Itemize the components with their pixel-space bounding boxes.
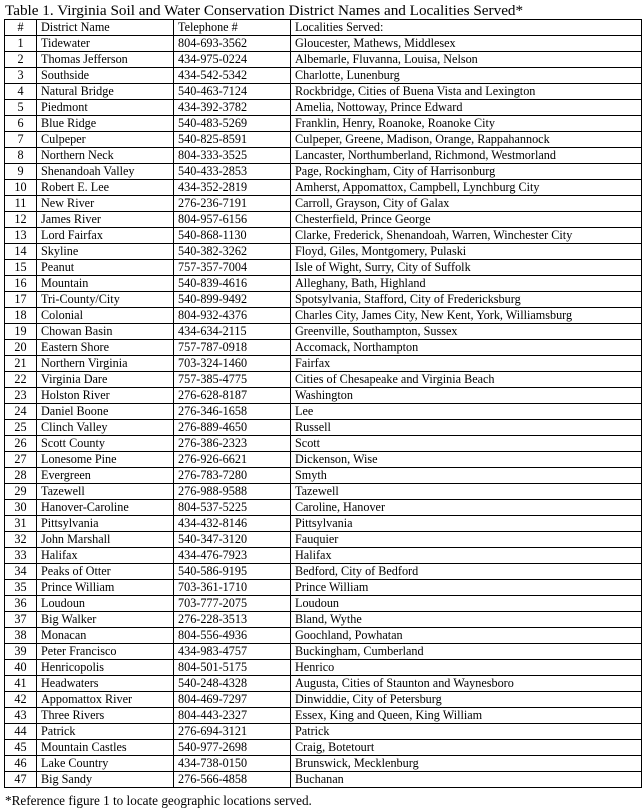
cell-telephone: 804-556-4936: [174, 628, 291, 644]
cell-number: 28: [5, 468, 37, 484]
cell-localities: Prince William: [291, 580, 642, 596]
cell-number: 43: [5, 708, 37, 724]
cell-number: 34: [5, 564, 37, 580]
cell-number: 29: [5, 484, 37, 500]
table-row: [5, 324, 642, 340]
cell-district-name: Shenandoah Valley: [37, 164, 174, 180]
cell-number: 20: [5, 340, 37, 356]
cell-district-name: James River: [37, 212, 174, 228]
table-row: [5, 532, 642, 548]
table-row: [5, 660, 642, 676]
cell-district-name: Blue Ridge: [37, 116, 174, 132]
cell-number: 36: [5, 596, 37, 612]
table-row: [5, 612, 642, 628]
table-row: [5, 356, 642, 372]
cell-localities: Scott: [291, 436, 642, 452]
table-row: [5, 68, 642, 84]
table-row: [5, 100, 642, 116]
cell-telephone: 757-357-7004: [174, 260, 291, 276]
cell-district-name: Hanover-Caroline: [37, 500, 174, 516]
cell-district-name: Patrick: [37, 724, 174, 740]
cell-number: 19: [5, 324, 37, 340]
cell-district-name: Scott County: [37, 436, 174, 452]
cell-localities: Gloucester, Mathews, Middlesex: [291, 36, 642, 52]
cell-district-name: Peaks of Otter: [37, 564, 174, 580]
cell-telephone: 540-433-2853: [174, 164, 291, 180]
cell-localities: Lancaster, Northumberland, Richmond, Westmorland: [291, 148, 642, 164]
table-row: [5, 180, 642, 196]
cell-number: 32: [5, 532, 37, 548]
table-row: [5, 708, 642, 724]
cell-number: 47: [5, 772, 37, 788]
table-row: [5, 372, 642, 388]
cell-district-name: Clinch Valley: [37, 420, 174, 436]
cell-telephone: 540-839-4616: [174, 276, 291, 292]
cell-district-name: Skyline: [37, 244, 174, 260]
cell-district-name: Loudoun: [37, 596, 174, 612]
cell-telephone: 276-926-6621: [174, 452, 291, 468]
table-row: [5, 756, 642, 772]
cell-district-name: Virginia Dare: [37, 372, 174, 388]
table-row: [5, 196, 642, 212]
cell-telephone: 804-693-3562: [174, 36, 291, 52]
column-header-district-name: District Name: [37, 20, 174, 36]
cell-district-name: Culpeper: [37, 132, 174, 148]
table-body: [5, 36, 642, 788]
cell-number: 4: [5, 84, 37, 100]
cell-district-name: Chowan Basin: [37, 324, 174, 340]
column-header-localities: Localities Served:: [291, 20, 642, 36]
table-row: [5, 132, 642, 148]
cell-localities: Carroll, Grayson, City of Galax: [291, 196, 642, 212]
table-row: [5, 404, 642, 420]
table-row: [5, 724, 642, 740]
cell-localities: Amelia, Nottoway, Prince Edward: [291, 100, 642, 116]
cell-district-name: Tazewell: [37, 484, 174, 500]
cell-telephone: 276-386-2323: [174, 436, 291, 452]
cell-telephone: 540-382-3262: [174, 244, 291, 260]
table-row: [5, 388, 642, 404]
cell-number: 5: [5, 100, 37, 116]
cell-localities: Albemarle, Fluvanna, Louisa, Nelson: [291, 52, 642, 68]
cell-telephone: 276-346-1658: [174, 404, 291, 420]
table-row: [5, 772, 642, 788]
cell-localities: Clarke, Frederick, Shenandoah, Warren, Winchester City: [291, 228, 642, 244]
cell-localities: Tazewell: [291, 484, 642, 500]
cell-telephone: 276-236-7191: [174, 196, 291, 212]
cell-district-name: Tidewater: [37, 36, 174, 52]
table-row: [5, 452, 642, 468]
cell-localities: Essex, King and Queen, King William: [291, 708, 642, 724]
cell-localities: Caroline, Hanover: [291, 500, 642, 516]
cell-telephone: 804-957-6156: [174, 212, 291, 228]
cell-telephone: 804-469-7297: [174, 692, 291, 708]
cell-number: 38: [5, 628, 37, 644]
cell-number: 37: [5, 612, 37, 628]
cell-localities: Charles City, James City, New Kent, York, Williamsburg: [291, 308, 642, 324]
cell-telephone: 540-347-3120: [174, 532, 291, 548]
cell-number: 46: [5, 756, 37, 772]
cell-telephone: 703-361-1710: [174, 580, 291, 596]
cell-number: 11: [5, 196, 37, 212]
cell-number: 16: [5, 276, 37, 292]
cell-district-name: Monacan: [37, 628, 174, 644]
cell-district-name: Colonial: [37, 308, 174, 324]
table-row: [5, 484, 642, 500]
cell-localities: Greenville, Southampton, Sussex: [291, 324, 642, 340]
table-row: [5, 500, 642, 516]
cell-telephone: 276-889-4650: [174, 420, 291, 436]
cell-district-name: Daniel Boone: [37, 404, 174, 420]
cell-number: 30: [5, 500, 37, 516]
cell-telephone: 434-352-2819: [174, 180, 291, 196]
cell-localities: Augusta, Cities of Staunton and Waynesboro: [291, 676, 642, 692]
cell-telephone: 434-983-4757: [174, 644, 291, 660]
table-row: [5, 420, 642, 436]
cell-localities: Isle of Wight, Surry, City of Suffolk: [291, 260, 642, 276]
cell-telephone: 276-628-8187: [174, 388, 291, 404]
cell-localities: Buchanan: [291, 772, 642, 788]
cell-telephone: 276-228-3513: [174, 612, 291, 628]
cell-telephone: 804-932-4376: [174, 308, 291, 324]
cell-number: 13: [5, 228, 37, 244]
table-row: [5, 212, 642, 228]
cell-localities: Halifax: [291, 548, 642, 564]
cell-number: 33: [5, 548, 37, 564]
cell-localities: Lee: [291, 404, 642, 420]
table-row: [5, 676, 642, 692]
cell-telephone: 434-738-0150: [174, 756, 291, 772]
cell-number: 41: [5, 676, 37, 692]
cell-number: 23: [5, 388, 37, 404]
table-row: [5, 36, 642, 52]
cell-number: 45: [5, 740, 37, 756]
cell-district-name: Three Rivers: [37, 708, 174, 724]
cell-telephone: 540-586-9195: [174, 564, 291, 580]
cell-number: 42: [5, 692, 37, 708]
cell-localities: Washington: [291, 388, 642, 404]
cell-number: 25: [5, 420, 37, 436]
cell-district-name: Eastern Shore: [37, 340, 174, 356]
cell-number: 24: [5, 404, 37, 420]
cell-district-name: Lonesome Pine: [37, 452, 174, 468]
cell-telephone: 434-392-3782: [174, 100, 291, 116]
cell-number: 18: [5, 308, 37, 324]
cell-telephone: 276-566-4858: [174, 772, 291, 788]
cell-telephone: 540-463-7124: [174, 84, 291, 100]
cell-telephone: 804-443-2327: [174, 708, 291, 724]
cell-localities: Patrick: [291, 724, 642, 740]
cell-number: 26: [5, 436, 37, 452]
cell-localities: Culpeper, Greene, Madison, Orange, Rappahannock: [291, 132, 642, 148]
cell-telephone: 276-783-7280: [174, 468, 291, 484]
cell-number: 27: [5, 452, 37, 468]
cell-district-name: Thomas Jefferson: [37, 52, 174, 68]
table-row: [5, 644, 642, 660]
cell-telephone: 434-975-0224: [174, 52, 291, 68]
cell-telephone: 804-333-3525: [174, 148, 291, 164]
cell-number: 10: [5, 180, 37, 196]
cell-localities: Cities of Chesapeake and Virginia Beach: [291, 372, 642, 388]
cell-telephone: 434-634-2115: [174, 324, 291, 340]
cell-district-name: John Marshall: [37, 532, 174, 548]
table-row: [5, 548, 642, 564]
cell-telephone: 434-432-8146: [174, 516, 291, 532]
cell-district-name: Peter Francisco: [37, 644, 174, 660]
cell-number: 7: [5, 132, 37, 148]
cell-localities: Page, Rockingham, City of Harrisonburg: [291, 164, 642, 180]
cell-number: 44: [5, 724, 37, 740]
table-row: [5, 276, 642, 292]
cell-district-name: Peanut: [37, 260, 174, 276]
table-row: [5, 628, 642, 644]
table-row: [5, 596, 642, 612]
cell-district-name: Appomattox River: [37, 692, 174, 708]
cell-localities: Charlotte, Lunenburg: [291, 68, 642, 84]
cell-number: 3: [5, 68, 37, 84]
cell-district-name: Mountain: [37, 276, 174, 292]
table-row: [5, 436, 642, 452]
district-table: [4, 19, 642, 788]
cell-telephone: 434-476-7923: [174, 548, 291, 564]
table-row: [5, 84, 642, 100]
cell-number: 39: [5, 644, 37, 660]
table-row: [5, 580, 642, 596]
table-row: [5, 564, 642, 580]
cell-number: 1: [5, 36, 37, 52]
cell-number: 17: [5, 292, 37, 308]
cell-telephone: 540-899-9492: [174, 292, 291, 308]
cell-district-name: Henricopolis: [37, 660, 174, 676]
cell-district-name: Lord Fairfax: [37, 228, 174, 244]
cell-localities: Pittsylvania: [291, 516, 642, 532]
cell-localities: Accomack, Northampton: [291, 340, 642, 356]
cell-localities: Spotsylvania, Stafford, City of Fredericksburg: [291, 292, 642, 308]
cell-localities: Fairfax: [291, 356, 642, 372]
table-row: [5, 228, 642, 244]
cell-localities: Goochland, Powhatan: [291, 628, 642, 644]
table-row: [5, 692, 642, 708]
cell-number: 9: [5, 164, 37, 180]
cell-number: 21: [5, 356, 37, 372]
table-row: [5, 164, 642, 180]
cell-district-name: Headwaters: [37, 676, 174, 692]
cell-localities: Floyd, Giles, Montgomery, Pulaski: [291, 244, 642, 260]
table-header-row: [5, 20, 642, 36]
cell-number: 35: [5, 580, 37, 596]
cell-localities: Buckingham, Cumberland: [291, 644, 642, 660]
cell-localities: Dinwiddie, City of Petersburg: [291, 692, 642, 708]
cell-localities: Bedford, City of Bedford: [291, 564, 642, 580]
cell-localities: Loudoun: [291, 596, 642, 612]
cell-telephone: 804-537-5225: [174, 500, 291, 516]
cell-localities: Russell: [291, 420, 642, 436]
cell-number: 22: [5, 372, 37, 388]
cell-localities: Chesterfield, Prince George: [291, 212, 642, 228]
cell-district-name: Big Walker: [37, 612, 174, 628]
cell-telephone: 757-385-4775: [174, 372, 291, 388]
cell-telephone: 703-777-2075: [174, 596, 291, 612]
table-row: [5, 52, 642, 68]
table-row: [5, 148, 642, 164]
cell-district-name: Northern Virginia: [37, 356, 174, 372]
cell-district-name: Tri-County/City: [37, 292, 174, 308]
table-row: [5, 244, 642, 260]
cell-number: 8: [5, 148, 37, 164]
cell-localities: Franklin, Henry, Roanoke, Roanoke City: [291, 116, 642, 132]
table-row: [5, 740, 642, 756]
cell-district-name: Mountain Castles: [37, 740, 174, 756]
cell-number: 15: [5, 260, 37, 276]
table-row: [5, 116, 642, 132]
cell-telephone: 540-977-2698: [174, 740, 291, 756]
cell-district-name: Piedmont: [37, 100, 174, 116]
cell-localities: Craig, Botetourt: [291, 740, 642, 756]
table-row: [5, 468, 642, 484]
cell-telephone: 540-248-4328: [174, 676, 291, 692]
table-title: Table 1. Virginia Soil and Water Conservation District Names and Localities Served*: [5, 2, 524, 19]
cell-telephone: 434-542-5342: [174, 68, 291, 84]
cell-telephone: 540-825-8591: [174, 132, 291, 148]
cell-telephone: 276-988-9588: [174, 484, 291, 500]
cell-telephone: 804-501-5175: [174, 660, 291, 676]
cell-number: 2: [5, 52, 37, 68]
cell-district-name: Northern Neck: [37, 148, 174, 164]
cell-localities: Rockbridge, Cities of Buena Vista and Lexington: [291, 84, 642, 100]
cell-localities: Henrico: [291, 660, 642, 676]
cell-localities: Alleghany, Bath, Highland: [291, 276, 642, 292]
cell-district-name: Natural Bridge: [37, 84, 174, 100]
cell-localities: Smyth: [291, 468, 642, 484]
cell-district-name: Southside: [37, 68, 174, 84]
cell-district-name: Pittsylvania: [37, 516, 174, 532]
cell-telephone: 703-324-1460: [174, 356, 291, 372]
cell-number: 40: [5, 660, 37, 676]
cell-district-name: Big Sandy: [37, 772, 174, 788]
cell-district-name: New River: [37, 196, 174, 212]
table-row: [5, 308, 642, 324]
cell-district-name: Evergreen: [37, 468, 174, 484]
cell-localities: Amherst, Appomattox, Campbell, Lynchburg City: [291, 180, 642, 196]
cell-localities: Brunswick, Mecklenburg: [291, 756, 642, 772]
cell-district-name: Lake Country: [37, 756, 174, 772]
cell-telephone: 276-694-3121: [174, 724, 291, 740]
cell-localities: Fauquier: [291, 532, 642, 548]
table-row: [5, 516, 642, 532]
cell-telephone: 540-483-5269: [174, 116, 291, 132]
cell-district-name: Halifax: [37, 548, 174, 564]
cell-localities: Dickenson, Wise: [291, 452, 642, 468]
cell-number: 31: [5, 516, 37, 532]
cell-telephone: 540-868-1130: [174, 228, 291, 244]
cell-district-name: Prince William: [37, 580, 174, 596]
cell-localities: Bland, Wythe: [291, 612, 642, 628]
table-row: [5, 260, 642, 276]
cell-district-name: Holston River: [37, 388, 174, 404]
cell-number: 14: [5, 244, 37, 260]
cell-telephone: 757-787-0918: [174, 340, 291, 356]
cell-number: 12: [5, 212, 37, 228]
cell-district-name: Robert E. Lee: [37, 180, 174, 196]
cell-number: 6: [5, 116, 37, 132]
column-header-telephone: Telephone #: [174, 20, 291, 36]
table-row: [5, 340, 642, 356]
table-row: [5, 292, 642, 308]
footnote: *Reference figure 1 to locate geographic locations served.: [5, 793, 312, 808]
column-header-number: #: [5, 20, 37, 36]
